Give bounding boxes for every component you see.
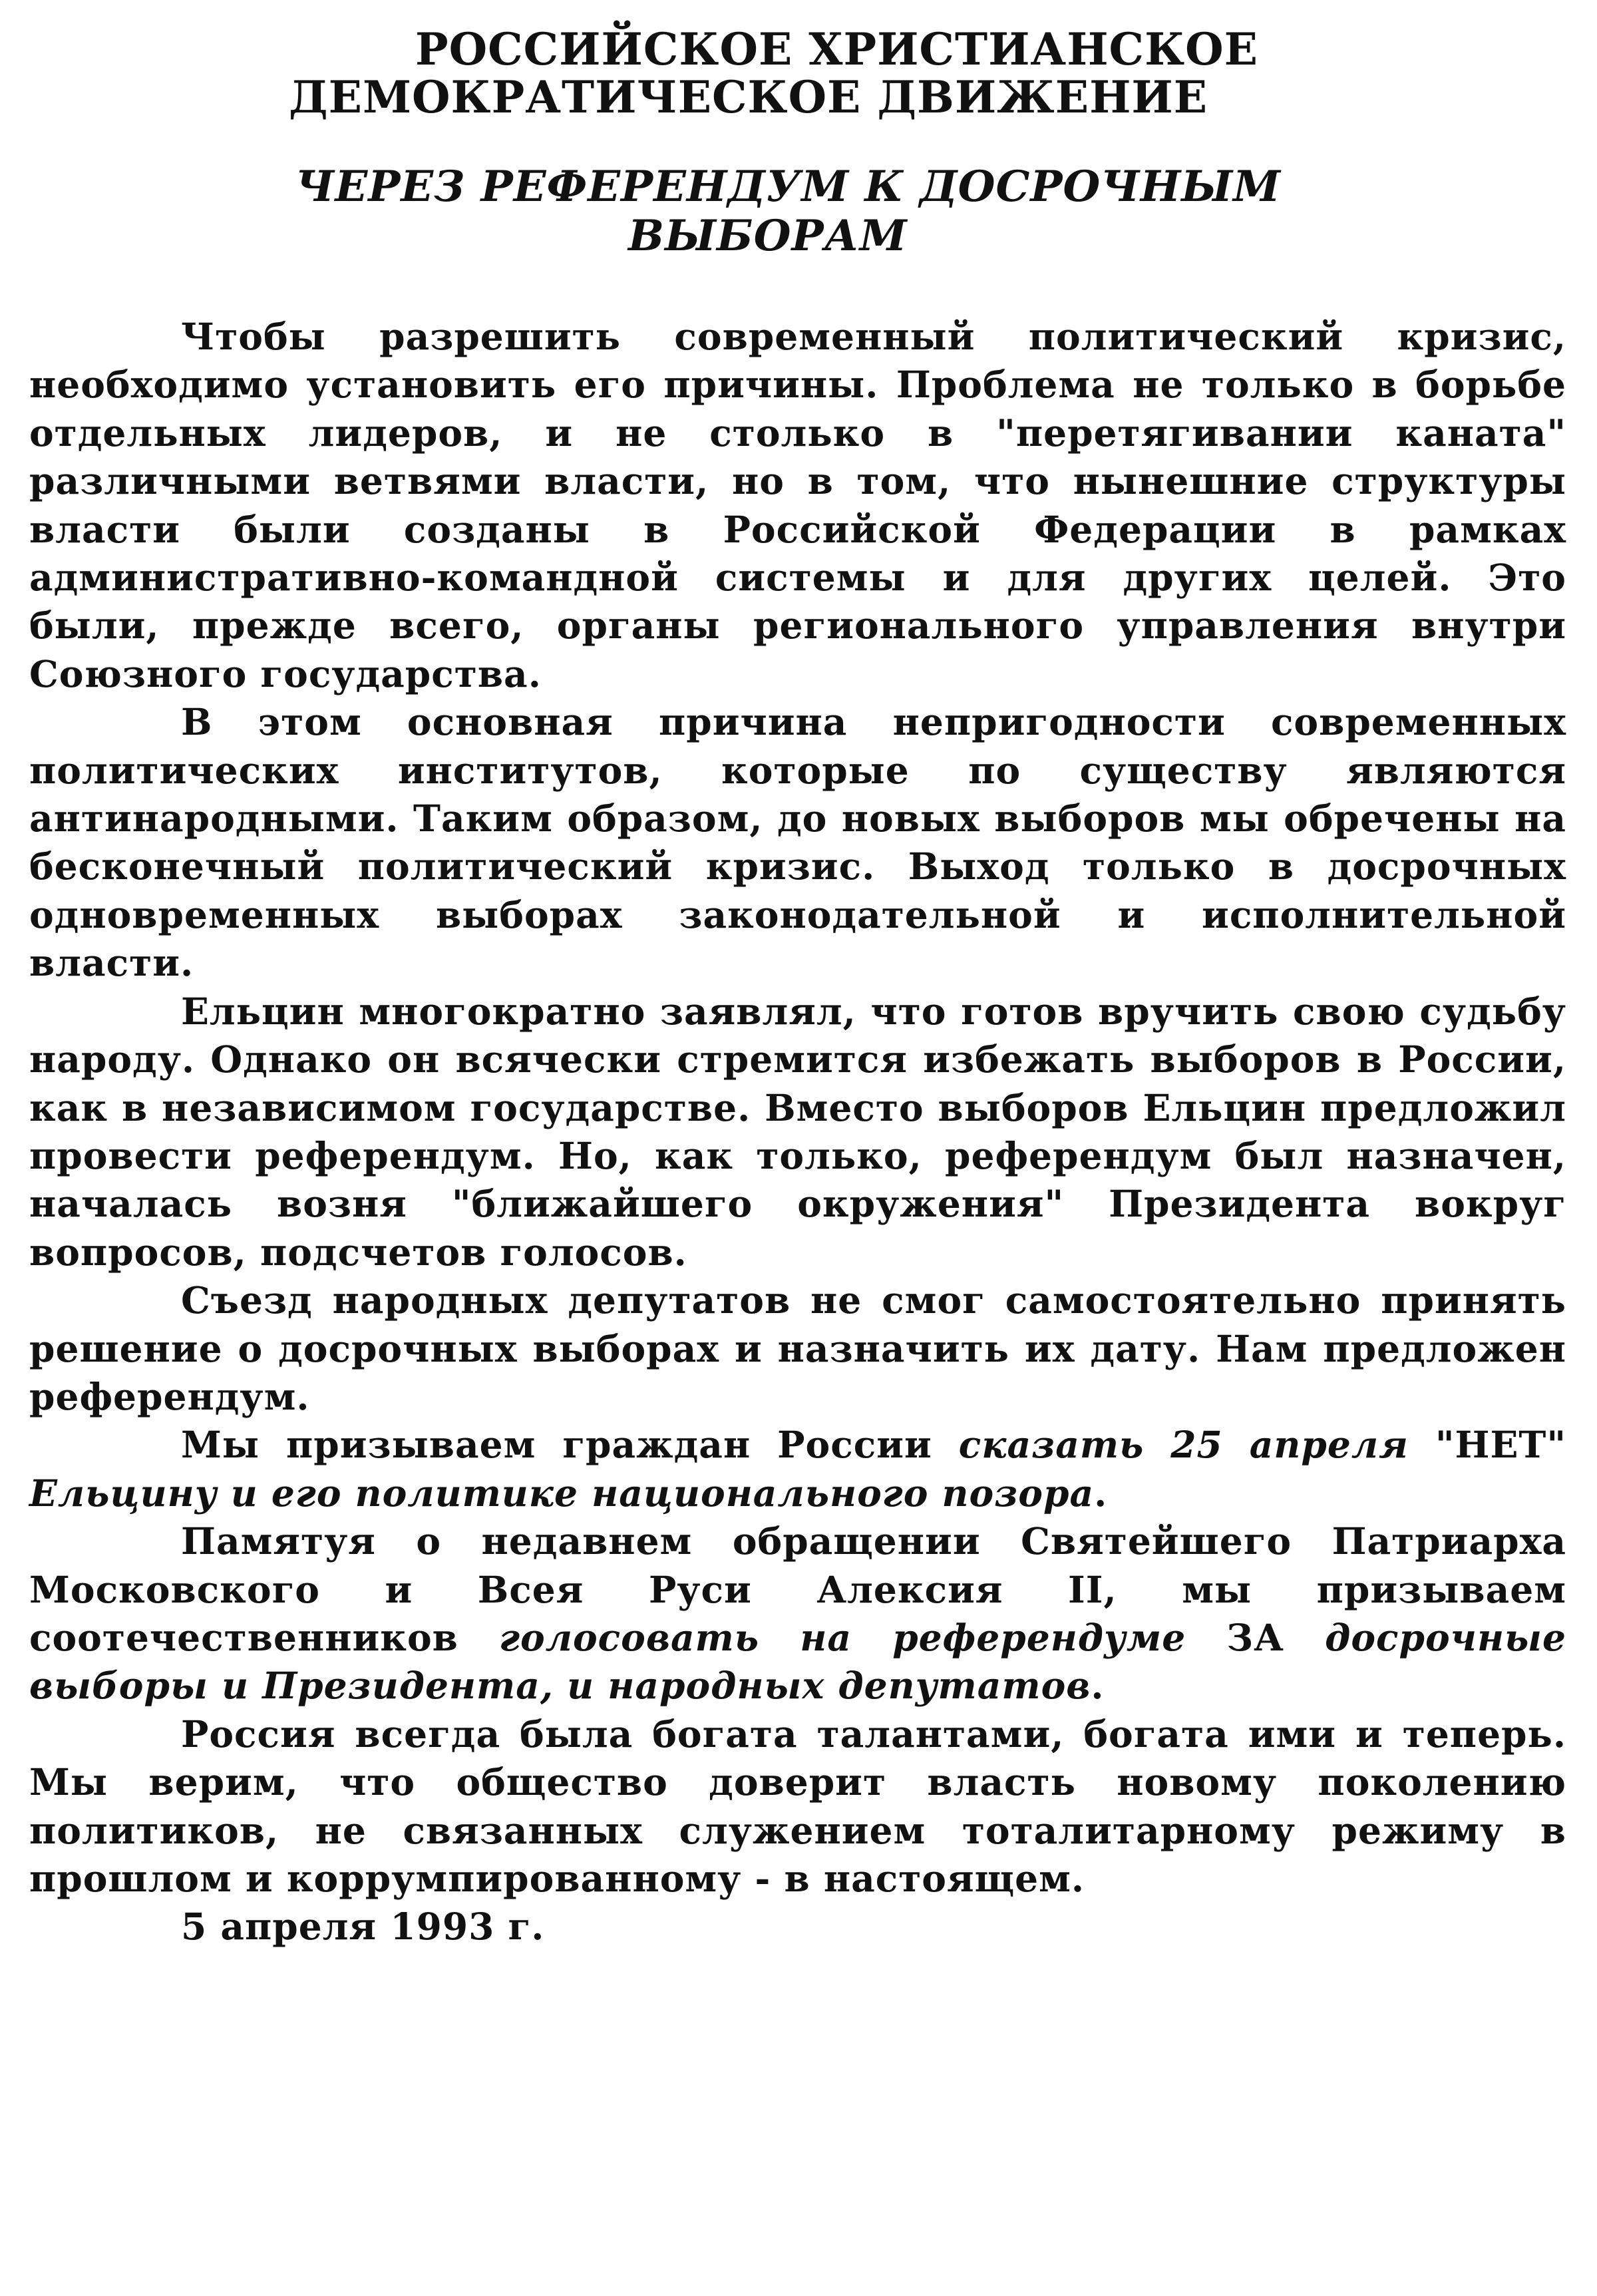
document-date: 5 апреля 1993 г. <box>181 1905 545 1949</box>
document-title-line-1: ЧЕРЕЗ РЕФЕРЕНДУМ К ДОСРОЧНЫМ <box>295 162 1281 212</box>
document-body <box>29 313 1566 1903</box>
appeal-no-word: "НЕТ" <box>1435 1423 1566 1467</box>
paragraph-conclusion: Россия всегда была богата талантами, богата ими и теперь. Мы верим, что общество доверит власть новому поколению политиков, не связанных служением тоталитарному режиму в прошлом и коррумпированному - в настоящем. <box>29 1712 1566 1900</box>
organization-name-line-1: РОССИЙСКОЕ ХРИСТИАНСКОЕ <box>415 23 1258 75</box>
appeal-yes-end: . <box>1091 1664 1105 1708</box>
paragraph-causes: Чтобы разрешить современный политический кризис, необходимо установить его причины. Проблема не только в борьбе отдельных лидеров, и не столько в "перетягивании каната" различными ветвями власти, но в том, что нынешние структуры власти были созданы в Российской Федерации в рамках административно-командной системы и для других целей. Это были, прежде всего, органы регионального управления внутри Союзного государства. <box>29 315 1566 695</box>
document-title <box>29 162 1566 261</box>
paragraph-appeal-no <box>29 1421 1566 1517</box>
organization-name <box>29 25 1566 121</box>
appeal-yes-emphasis: голосовать на референдуме <box>499 1615 1227 1659</box>
appeal-no-emphasis: сказать 25 апреля <box>958 1423 1435 1467</box>
paragraph-yeltsin: Ельцин многократно заявлял, что готов вручить свою судьбу народу. Однако он всячески стремится избежать выборов в России, как в независимом государстве. Вместо выборов Ельцин предложил провести референдум. Но, как только, референдум был назначен, началась возня "ближайшего окружения" Президента вокруг вопросов, подсчетов голосов. <box>29 989 1566 1274</box>
paragraph-congress: Съезд народных депутатов не смог самостоятельно принять решение о досрочных выборах и назначить их дату. Нам предложен референдум. <box>29 1278 1566 1418</box>
organization-name-line-2: ДЕМОКРАТИЧЕСКОЕ ДВИЖЕНИЕ <box>289 71 1208 123</box>
document-title-line-2: ВЫБОРАМ <box>628 211 908 261</box>
paragraph-institutions: В этом основная причина непригодности современных политических институтов, которые по существу являются антинародными. Таким образом, до новых выборов мы обречены на бесконечный политический кризис. Выход только в досрочных одновременных выборах законодательной и исполнительной власти. <box>29 700 1566 985</box>
appeal-yes-text: Памятуя о недавнем обращении Святейшего Патриарха Московского и Всея Руси Алексия II, мы призываем соотечественников <box>29 1519 1566 1659</box>
appeal-yes-emphasis-2: досрочные выборы и Президента, и народных депутатов <box>29 1615 1567 1708</box>
appeal-no-text: Мы призываем граждан России <box>181 1423 959 1467</box>
paragraph-appeal-yes <box>29 1517 1566 1710</box>
document-page <box>29 25 1566 1951</box>
appeal-yes-word: ЗА <box>1226 1615 1326 1659</box>
appeal-no-end: . <box>1094 1471 1108 1515</box>
appeal-no-emphasis-2: Ельцину и его политике национального позора <box>29 1471 1095 1515</box>
